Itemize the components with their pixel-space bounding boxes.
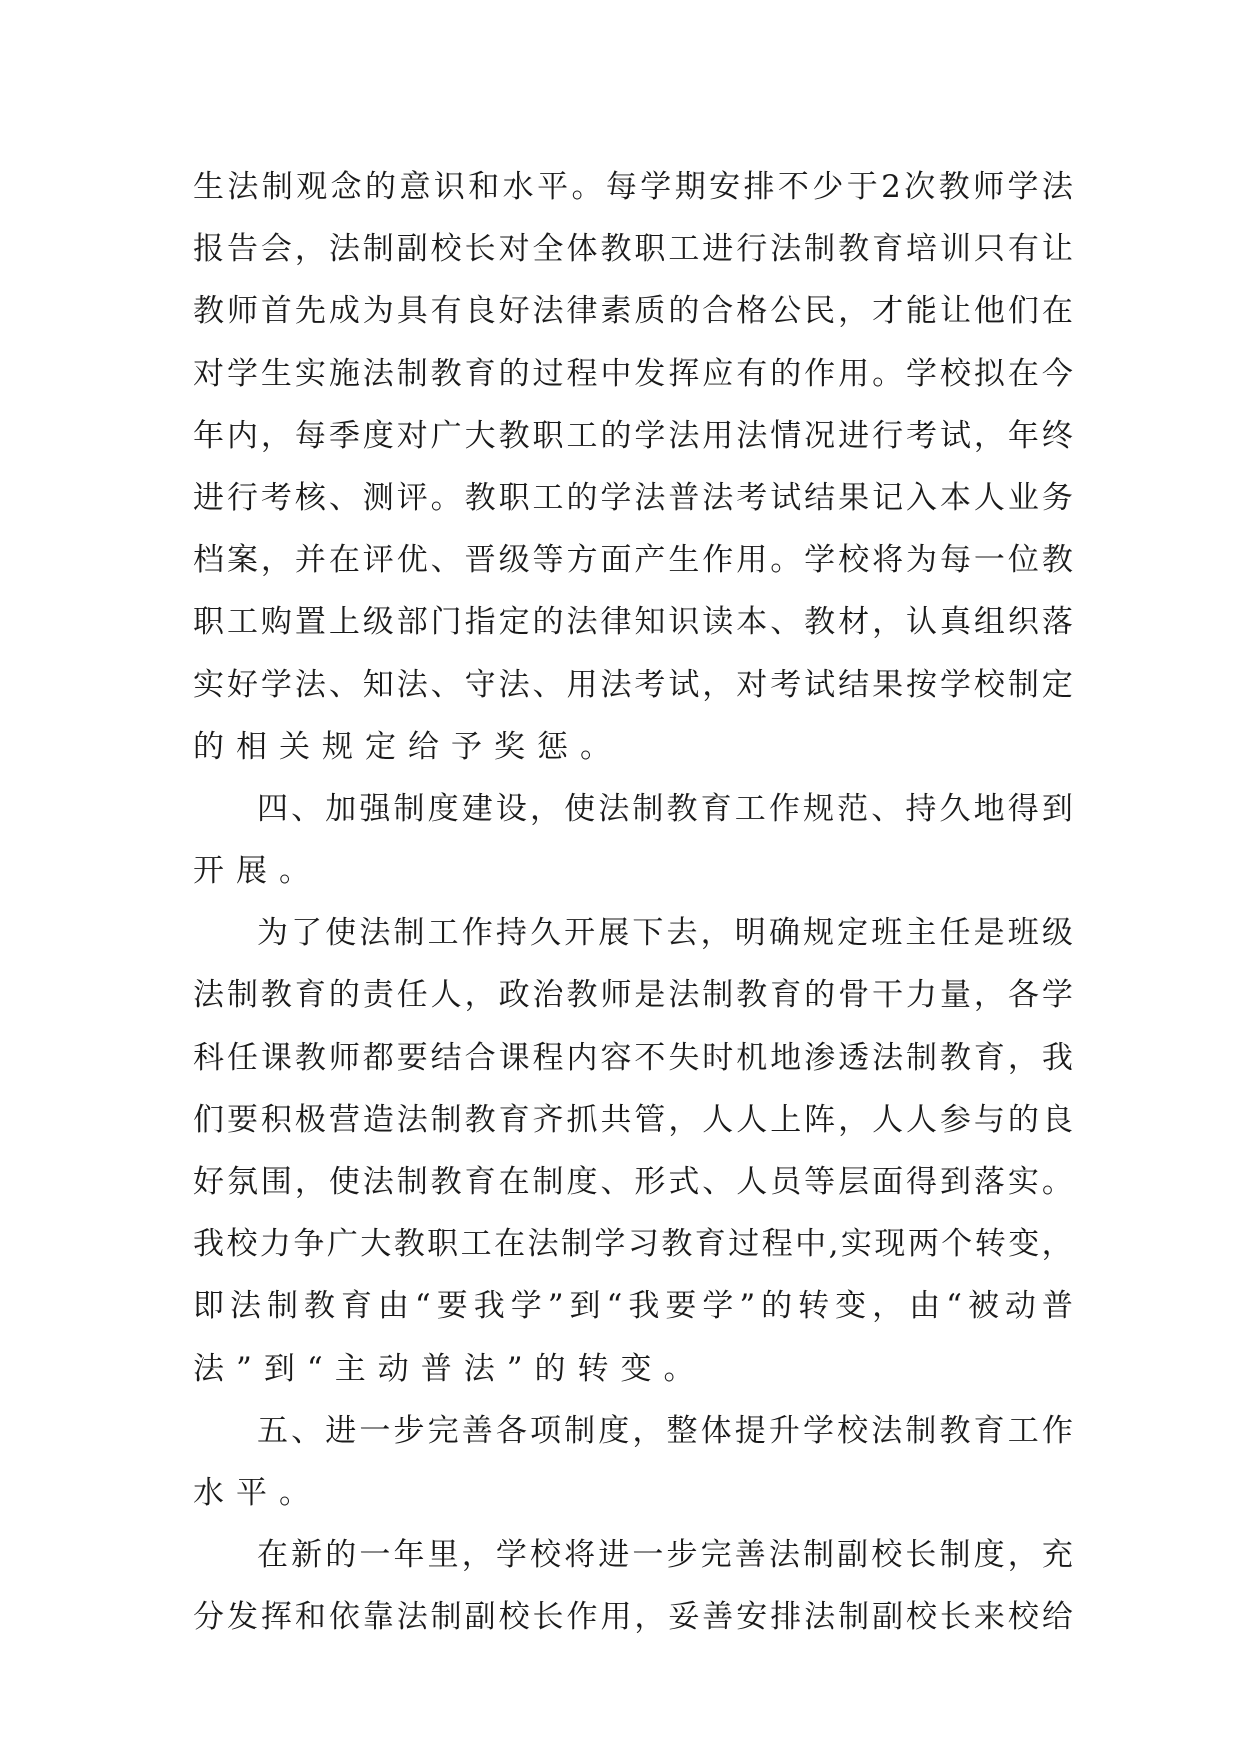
text-line: 实 好 学 法 、 知 法 、 守 法 、 用 法 考 试 ， 对 考 试 结 果 按 学 校 制 定 xyxy=(193,666,1073,703)
text-line: 四 、 加 强 制 度 建 设 ， 使 法 制 教 育 工 作 规 范 、 持 久 地 得 到 xyxy=(257,790,1073,827)
text-line: 法 制 教 育 的 责 任 人 ， 政 治 教 师 是 法 制 教 育 的 骨 干 力 量 ， 各 学 xyxy=(193,977,1073,1014)
text-line: 科 任 课 教 师 都 要 结 合 课 程 内 容 不 失 时 机 地 渗 透 法 制 教 育 ， 我 xyxy=(193,1039,1073,1076)
text-line: 的相关规定给予奖惩。 xyxy=(193,728,623,765)
text-line: 档 案 ， 并 在 评 优 、 晋 级 等 方 面 产 生 作 用 。 学 校 将 为 每 一 位 教 xyxy=(193,542,1073,579)
text-line: 年 内 ， 每 季 度 对 广 大 教 职 工 的 学 法 用 法 情 况 进 行 考 试 ， 年 终 xyxy=(193,417,1073,454)
text-line: 我 校 力 争 广 大 教 职 工 在 法 制 学 习 教 育 过 程 中 , 实 现 两 个 转 变 ， xyxy=(193,1226,1073,1263)
text-line: 好 氛 围 ， 使 法 制 教 育 在 制 度 、 形 式 、 人 员 等 层 面 得 到 落 实 。 xyxy=(193,1164,1073,1200)
text-line: 们 要 积 极 营 造 法 制 教 育 齐 抓 共 管 ， 人 人 上 阵 ， 人 人 参 与 的 良 xyxy=(193,1101,1073,1138)
text-line: 水平。 xyxy=(193,1474,322,1511)
text-line: 报 告 会 ， 法 制 副 校 长 对 全 体 教 职 工 进 行 法 制 教 育 培 训 只 有 让 xyxy=(193,231,1073,268)
text-line: 在 新 的 一 年 里 ， 学 校 将 进 一 步 完 善 法 制 副 校 长 制 度 ， 充 xyxy=(257,1537,1073,1574)
text-line: 为 了 使 法 制 工 作 持 久 开 展 下 去 ， 明 确 规 定 班 主 任 是 班 级 xyxy=(257,915,1073,952)
body-text xyxy=(193,156,1073,1649)
text-line: 对 学 生 实 施 法 制 教 育 的 过 程 中 发 挥 应 有 的 作 用 。 学 校 拟 在 今 xyxy=(193,355,1073,392)
text-line: 分 发 挥 和 依 靠 法 制 副 校 长 作 用 ， 妥 善 安 排 法 制 副 校 长 来 校 给 xyxy=(193,1599,1073,1636)
text-line: 法”到“主动普法”的转变。 xyxy=(193,1350,707,1387)
text-line: 生 法 制 观 念 的 意 识 和 水 平 。 每 学 期 安 排 不 少 于 2 次 教 师 学 法 xyxy=(193,169,1073,205)
text-line: 五 、 进 一 步 完 善 各 项 制 度 ， 整 体 提 升 学 校 法 制 教 育 工 作 xyxy=(257,1412,1073,1449)
text-line: 教 师 首 先 成 为 具 有 良 好 法 律 素 质 的 合 格 公 民 ， 才 能 让 他 们 在 xyxy=(193,293,1073,330)
text-line: 即 法 制 教 育 由 “ 要 我 学 ” 到 “ 我 要 学 ” 的 转 变 ， 由 “ 被 动 普 xyxy=(193,1288,1073,1325)
text-line: 进 行 考 核 、 测 评 。 教 职 工 的 学 法 普 法 考 试 结 果 记 入 本 人 业 务 xyxy=(193,479,1073,516)
text-line: 开展。 xyxy=(193,853,322,890)
text-line: 职 工 购 置 上 级 部 门 指 定 的 法 律 知 识 读 本 、 教 材 ， 认 真 组 织 落 xyxy=(193,604,1073,641)
